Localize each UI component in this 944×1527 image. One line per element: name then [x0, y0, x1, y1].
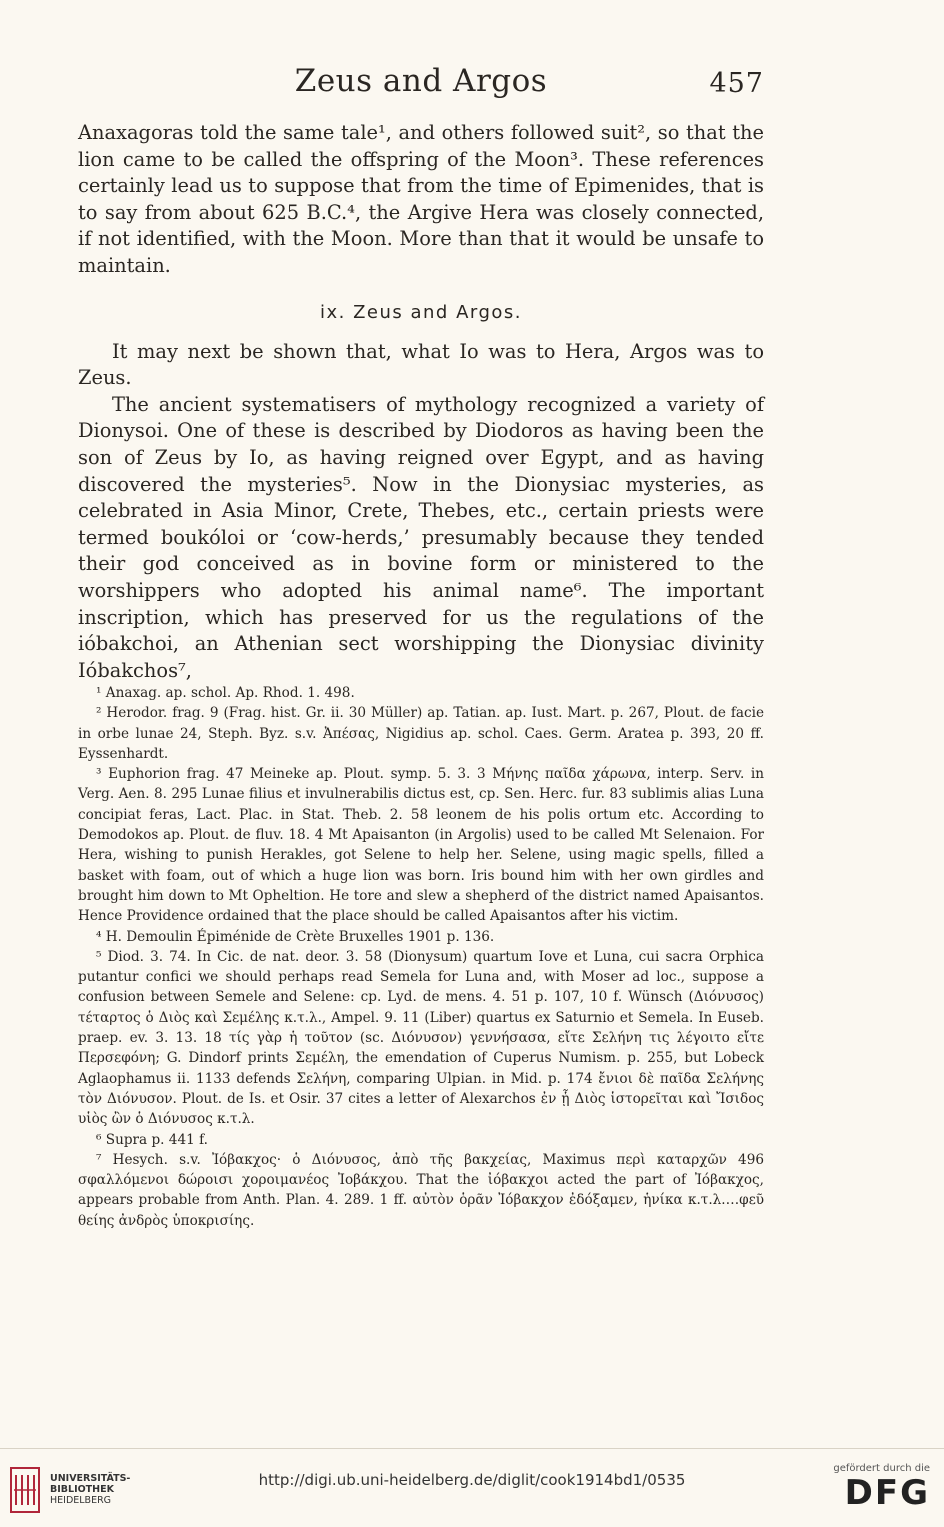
library-line: UNIVERSITÄTS- [50, 1473, 131, 1484]
footnote: ⁶ Supra p. 441 f. [96, 1131, 208, 1148]
library-line: BIBLIOTHEK [50, 1484, 114, 1495]
footnote: ⁴ H. Demoulin Épiménide de Crète Bruxelles 1901 p. 136. [96, 928, 495, 945]
paragraph: It may next be shown that, what Io was to Hera, Argos was to Zeus. [78, 339, 764, 390]
library-line: HEIDELBERG [50, 1495, 112, 1506]
main-text [78, 120, 764, 684]
page-header [78, 58, 764, 104]
footnote: ⁵ Diod. 3. 74. In Cic. de nat. deor. 3. 58 (Dionysum) quartum Iove et Luna, cui sacra Orphica putantur confici we should perhaps read Semela for Luna and, with Moser ad loc., suppose a confusion between Semele and Selene: cp. Lyd. de mens. 4. 51 p. 107, 10 f. Wünsch (Διόνυσος) τέταρτος ὁ Διὸς καὶ Σεμέλης κ.τ.λ., Ampel. 9. 11 (Liber) quartus ex Saturnio et Semela. In Euseb. praep. ev. 3. 13. 18 τίς γὰρ ἡ τοῦτον (sc. Διόνυσον) γεννήσασα, εἴτε Σελήνη τις λέγοιτο εἴτε Περσεφόνη; G. Dindorf prints Σεμέλη, the emendation of Cuperus Numism. p. 255, but Lobeck Aglaophamus ii. 1133 defends Σελήνη, comparing Ulpian. in Mid. p. 174 ἔνιοι δὲ παῖδα Σελήνης τὸν Διόνυσον. Plout. de Is. et Osir. 37 cites a letter of Alexarchos ἐν ᾗ Διὸς ἱστορεῖται καὶ Ἴσιδος υἱὸς ὢν ὁ Διόνυσος κ.τ.λ. [78, 948, 764, 1128]
footer [0, 1448, 944, 1527]
footnote: ¹ Anaxag. ap. schol. Ap. Rhod. 1. 498. [96, 685, 355, 701]
footnote: ² Herodor. frag. 9 (Frag. hist. Gr. ii. 30 Müller) ap. Tatian. ap. Iust. Mart. p. 267, Plout. de facie in orbe lunae 24, Steph. Byz. s.v. Ἀπέσας, Nigidius ap. schol. Caes. Germ. Aratea p. 393, 20 ff. Eyssenhardt. [78, 705, 764, 762]
funding-text: gefördert durch die [833, 1463, 930, 1474]
section-heading: ix. Zeus and Argos. [319, 301, 523, 323]
paragraph: Anaxagoras told the same tale¹, and others followed suit², so that the lion came to be called the offspring of the Moon³. These references certainly lead us to suppose that from the time of Epimenides, that is to say from about 625 B.C.⁴, the Argive Hera was closely connected, if not identified, with the Moon. More than that it would be unsafe to maintain. [78, 121, 764, 277]
footnote: ⁷ Hesych. s.v. Ἰόβακχος· ὁ Διόνυσος, ἀπὸ τῆς βακχείας, Maximus περὶ καταρχῶν 496 σφαλλόμενοι δώροισι χοροιμανέος Ἰοβάκχου. That the ἰόβακχοι acted the part of Ἰόβακχος, appears probable from Anth. Plan. 4. 289. 1 ff. αὐτὸν ὁρᾶν Ἰόβακχον ἐδόξαμεν, ἡνίκα κ.τ.λ.…φεῦ θείης ἀνδρὸς ὑποκρισίης. [78, 1151, 764, 1229]
footnote: ³ Euphorion frag. 47 Meineke ap. Plout. symp. 5. 3. 3 Μήνης παῖδα χάρωνα, interp. Serv. in Verg. Aen. 8. 295 Lunae filius et invulnerabilis dictus est, cp. Sen. Herc. fur. 83 sublimis alias Luna concipiat feras, Lact. Plac. in Stat. Theb. 2. 58 leonem de his polis ortum etc. According to Demodokos ap. Plout. de fluv. 18. 4 Mt Apaisanton (in Argolis) used to be called Mt Selenaion. For Hera, wishing to punish Herakles, got Selene to help her. Selene, using magic spells, filled a basket with foam, out of which a huge lion was born. Iris bound him with her own girdles and brought him down to Mt Opheltion. He tore and slew a shepherd of the district named Apaisantos. Hence Providence ordained that the place should be called Apaisantos after his victim. [78, 766, 764, 925]
paragraph: The ancient systematisers of mythology recognized a variety of Dionysoi. One of these is described by Diodoros as having been the son of Zeus by Io, as having reigned over Egypt, and as having discovered the mysteries⁵. Now in the Dionysiac mysteries, as celebrated in Asia Minor, Crete, Thebes, etc., certain priests were termed boukóloi or ‘cow-herds,’ presumably because they tended their god conceived as in bovine form or ministered to the worshippers who adopted his animal name⁶. The important inscription, which has preserved for us the regulations of the ióbakchoi, an Athenian sect worshipping the Dionysiac divinity Ióbakchos⁷, [78, 392, 764, 682]
running-title: Zeus and Argos [294, 63, 548, 99]
funder-badge [830, 1463, 930, 1512]
footnotes [78, 683, 764, 1231]
source-url-link[interactable]: http://digi.ub.uni-heidelberg.de/diglit/cook1914bd1/0535 [258, 1471, 686, 1489]
page-number: 457 [709, 68, 764, 99]
dfg-logo: DFG [844, 1473, 930, 1513]
